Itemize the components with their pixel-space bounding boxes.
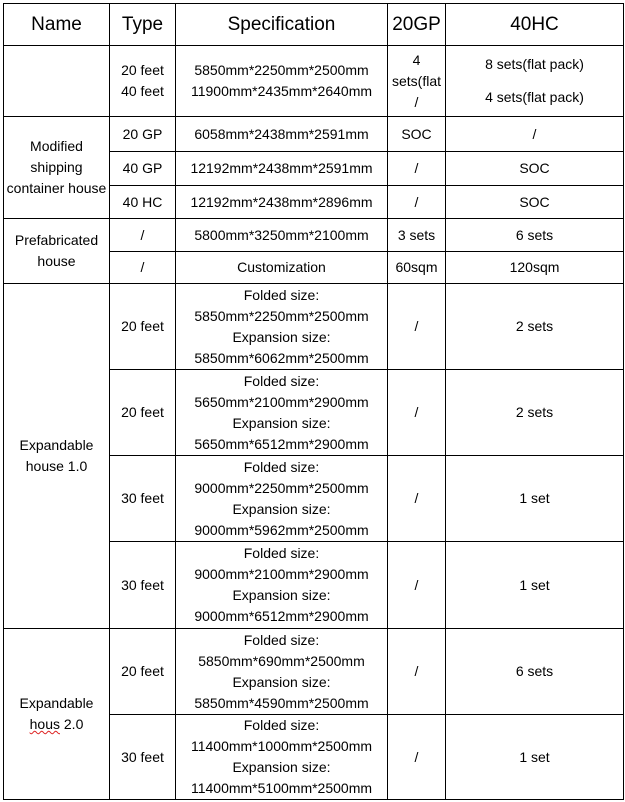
spec-cell: 12192mm*2438mm*2896mm bbox=[176, 186, 388, 219]
type-cell: 20 feet bbox=[110, 629, 176, 715]
40hc-cell: / bbox=[446, 117, 624, 152]
name-cell-modified: Modified shipping container house bbox=[4, 117, 110, 219]
40hc-cell: 2 sets bbox=[446, 370, 624, 456]
spec-cell: 5850mm*2250mm*2500mm 11900mm*2435mm*2640mm bbox=[176, 46, 388, 117]
type-cell: / bbox=[110, 219, 176, 252]
spec-cell: Folded size: 11400mm*1000mm*2500mm Expansion size: 11400mm*5100mm*2500mm bbox=[176, 715, 388, 800]
spec-cell: 12192mm*2438mm*2591mm bbox=[176, 152, 388, 186]
type-cell: 30 feet bbox=[110, 715, 176, 800]
table-row bbox=[4, 46, 624, 117]
misspelled-word: hous bbox=[29, 716, 60, 732]
40hc-cell: 2 sets bbox=[446, 284, 624, 370]
header-specification: Specification bbox=[176, 4, 388, 46]
40hc-cell: 1 set bbox=[446, 542, 624, 629]
20gp-cell: / bbox=[388, 629, 446, 715]
table-row bbox=[4, 219, 624, 252]
name-cell-expandable1: Expandable house 1.0 bbox=[4, 284, 110, 629]
20gp-cell: / bbox=[388, 284, 446, 370]
40hc-cell: 6 sets bbox=[446, 629, 624, 715]
20gp-cell: / bbox=[388, 715, 446, 800]
header-40hc: 40HC bbox=[446, 4, 624, 46]
type-cell: 30 feet bbox=[110, 542, 176, 629]
spec-cell: 6058mm*2438mm*2591mm bbox=[176, 117, 388, 152]
name-cell-expandable2: Expandable hous 2.0 bbox=[4, 629, 110, 800]
20gp-cell: 3 sets bbox=[388, 219, 446, 252]
type-cell: 20 feet 40 feet bbox=[110, 46, 176, 117]
40hc-cell: SOC bbox=[446, 186, 624, 219]
20gp-cell: 60sqm bbox=[388, 252, 446, 284]
type-cell: 40 HC bbox=[110, 186, 176, 219]
40hc-cell: 120sqm bbox=[446, 252, 624, 284]
40hc-cell: 8 sets(flat pack) 4 sets(flat pack) bbox=[446, 46, 624, 117]
40hc-cell: 6 sets bbox=[446, 219, 624, 252]
40hc-cell: SOC bbox=[446, 152, 624, 186]
40hc-cell: 1 set bbox=[446, 715, 624, 800]
spec-cell: Folded size: 9000mm*2250mm*2500mm Expansion size: 9000mm*5962mm*2500mm bbox=[176, 456, 388, 542]
40hc-cell: 1 set bbox=[446, 456, 624, 542]
20gp-cell: SOC bbox=[388, 117, 446, 152]
table-row bbox=[4, 629, 624, 715]
header-row bbox=[4, 4, 624, 46]
20gp-cell: / bbox=[388, 370, 446, 456]
header-type: Type bbox=[110, 4, 176, 46]
table-row bbox=[4, 284, 624, 370]
20gp-cell: / bbox=[388, 456, 446, 542]
20gp-cell: / bbox=[388, 186, 446, 219]
spec-cell: Folded size: 5650mm*2100mm*2900mm Expansion size: 5650mm*6512mm*2900mm bbox=[176, 370, 388, 456]
spec-cell: Folded size: 5850mm*690mm*2500mm Expansion size: 5850mm*4590mm*2500mm bbox=[176, 629, 388, 715]
type-cell: 30 feet bbox=[110, 456, 176, 542]
type-cell: / bbox=[110, 252, 176, 284]
type-cell: 20 feet bbox=[110, 284, 176, 370]
name-cell-prefab: Prefabricated house bbox=[4, 219, 110, 284]
header-name: Name bbox=[4, 4, 110, 46]
table-row bbox=[4, 117, 624, 152]
name-cell bbox=[4, 46, 110, 117]
spec-cell: 5800mm*3250mm*2100mm bbox=[176, 219, 388, 252]
spec-cell: Folded size: 9000mm*2100mm*2900mm Expansion size: 9000mm*6512mm*2900mm bbox=[176, 542, 388, 629]
20gp-cell: 4 sets(flat / bbox=[388, 46, 446, 117]
20gp-cell: / bbox=[388, 542, 446, 629]
20gp-cell: / bbox=[388, 152, 446, 186]
spec-cell: Folded size: 5850mm*2250mm*2500mm Expansion size: 5850mm*6062mm*2500mm bbox=[176, 284, 388, 370]
spec-cell: Customization bbox=[176, 252, 388, 284]
header-20gp: 20GP bbox=[388, 4, 446, 46]
type-cell: 40 GP bbox=[110, 152, 176, 186]
type-cell: 20 feet bbox=[110, 370, 176, 456]
type-cell: 20 GP bbox=[110, 117, 176, 152]
specification-table bbox=[3, 3, 624, 800]
